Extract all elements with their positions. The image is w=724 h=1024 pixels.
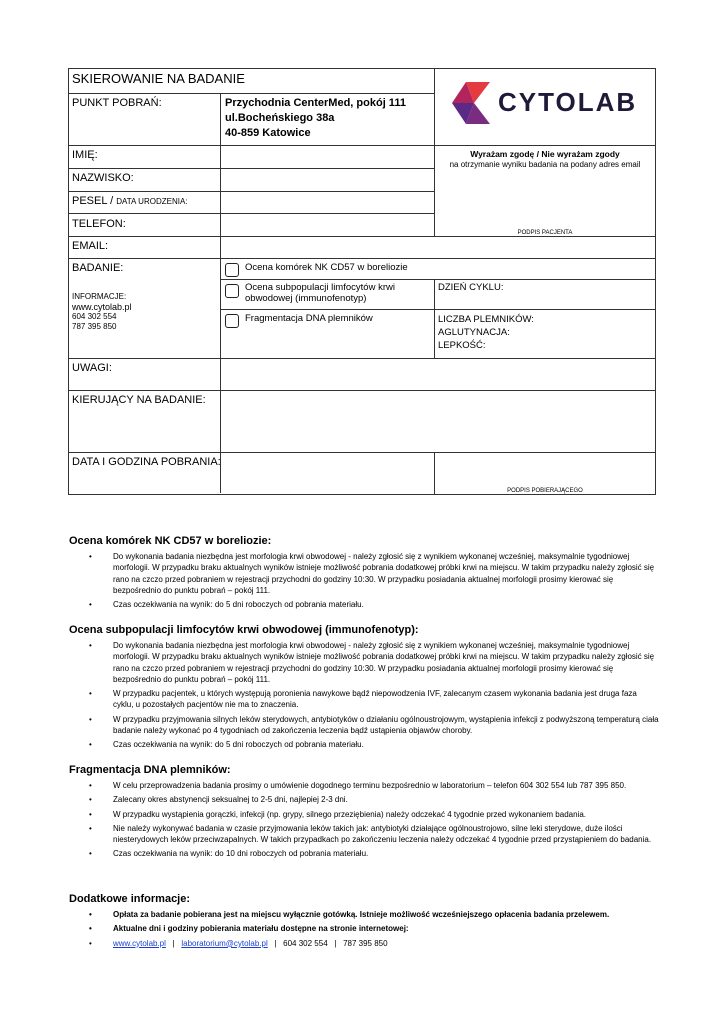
test-dna-checkbox[interactable] bbox=[225, 314, 239, 328]
referring-field[interactable] bbox=[221, 391, 655, 452]
pesel-label bbox=[72, 195, 188, 207]
list-item: • Opłata za badanie pobierana jest na miejscu wyłącznie gotówką. Istnieje możliwość wcześniejszego opłacenia badania przelewem. bbox=[69, 909, 659, 920]
info-phone-2: 787 395 850 bbox=[72, 322, 117, 331]
collection-point-label: PUNKT POBRAŃ: bbox=[72, 97, 162, 109]
viscosity-label: LEPKOŚĆ: bbox=[438, 340, 486, 351]
separator: | bbox=[334, 938, 337, 948]
notes-label: UWAGI: bbox=[72, 362, 112, 374]
first-name-field[interactable] bbox=[221, 146, 434, 168]
list-item: • Do wykonania badania niezbędna jest morfologia krwi obwodowej - należy zgłosić się z wynikiem wykonanej wcześniej, maksymalnie tygodniowej morfologii. W przypadku braku aktualnych wyników istnieje możliwość pobrania dodatkowej próbki krwi na miejscu. W takim przypadku należy zgłosić się rano na czczo przed pobraniem w rejestracji przychodni do godziny 10:30. W przypadku posiadania aktualnej morfologii prosimy kierować się bezpośrednio do punktu pobrań – pokój 111. bbox=[69, 551, 659, 596]
address-line-3: 40-859 Katowice bbox=[225, 127, 311, 139]
extra-section-list bbox=[69, 909, 659, 952]
nk-section-list bbox=[69, 551, 659, 613]
test-nk-label: Ocena komórek NK CD57 w boreliozie bbox=[245, 262, 408, 273]
collection-datetime-field[interactable] bbox=[221, 453, 434, 494]
patient-signature-label: PODPIS PACJENTA bbox=[517, 230, 573, 236]
test-lymphocyte-checkbox[interactable] bbox=[225, 284, 239, 298]
phone-label: TELEFON: bbox=[72, 218, 126, 230]
email-consent-choice[interactable]: Wyrażam zgodę / Nie wyrażam zgody bbox=[470, 149, 620, 159]
first-name-label: IMIĘ: bbox=[72, 149, 98, 161]
info-block bbox=[72, 292, 132, 332]
list-item: • Czas oczekiwania na wynik: do 5 dni roboczych od pobrania materiału. bbox=[69, 599, 659, 610]
collection-datetime-label: DATA I GODZINA POBRANIA: bbox=[72, 456, 221, 468]
list-item: • Do wykonania badania niezbędna jest morfologia krwi obwodowej - należy zgłosić się z wynikiem wykonanej wcześniej, maksymalnie tygodniowej morfologii. W przypadku braku aktualnych wyników istnieje możliwość pobrania dodatkowej próbki krwi na miejscu. W takim przypadku należy zgłosić się rano na czczo przed pobraniem w rejestracji przychodni do godziny 10:30. W przypadku posiadania aktualnej morfologii prosimy kierować się bezpośrednio do punktu pobrań – pokój 111. bbox=[69, 640, 659, 685]
email-field[interactable] bbox=[221, 237, 655, 258]
info-label: INFORMACJE: bbox=[72, 292, 127, 301]
extra-section-title: Dodatkowe informacje: bbox=[69, 893, 191, 905]
test-dna-label: Fragmentacja DNA plemników bbox=[245, 313, 373, 324]
info-phone-1: 604 302 554 bbox=[72, 312, 117, 321]
last-name-label: NAZWISKO: bbox=[72, 172, 134, 184]
list-item: • W przypadku wystąpienia gorączki, infekcji (np. grypy, silnego przeziębienia) należy odczekać 4 tygodnie przed wykonaniem badania. bbox=[69, 809, 659, 820]
list-item: • W celu przeprowadzenia badania prosimy o umówienie dogodnego terminu bezpośrednio w laboratorium – telefon 604 302 554 lub 787 395 850. bbox=[69, 780, 659, 791]
list-item: • Czas oczekiwania na wynik: do 5 dni roboczych od pobrania materiału. bbox=[69, 739, 659, 750]
address-line-1: Przychodnia CenterMed, pokój 111 bbox=[225, 97, 406, 109]
dna-section-title: Fragmentacja DNA plemników: bbox=[69, 764, 231, 776]
info-website: www.cytolab.pl bbox=[72, 302, 132, 312]
notes-field[interactable] bbox=[221, 359, 655, 390]
cycle-day-label: DZIEŃ CYKLU: bbox=[438, 282, 504, 293]
pesel-label-text: PESEL / bbox=[72, 195, 117, 207]
email-label: EMAIL: bbox=[72, 240, 109, 252]
list-item: • Czas oczekiwania na wynik: do 10 dni roboczych od pobrania materiału. bbox=[69, 848, 659, 859]
sperm-count-label: LICZBA PLEMNIKÓW: bbox=[438, 314, 534, 325]
address-line-2: ul.Bocheńskiego 38a bbox=[225, 112, 335, 124]
cytolab-logo-icon bbox=[452, 82, 490, 124]
separator: | bbox=[274, 938, 277, 948]
list-item: • Zalecany okres abstynencji seksualnej to 2-5 dni, najlepiej 2-3 dni. bbox=[69, 794, 659, 805]
test-lymphocyte-line-2: obwodowej (immunofenotyp) bbox=[245, 293, 367, 304]
referring-label: KIERUJĄCY NA BADANIE: bbox=[72, 394, 206, 406]
email-consent-description: na otrzymanie wyniku badania na podany adres email bbox=[449, 160, 641, 169]
list-item: • W przypadku pacjentek, u których występują poronienia nawykowe bądź niepowodzenia IVF, zalecanym czasem wykonania badania jest druga faza cyklu, u pozostałych pacjentów nie ma to znaczenia. bbox=[69, 688, 659, 711]
lymphocyte-section-title: Ocena subpopulacji limfocytów krwi obwodowej (immunofenotyp): bbox=[69, 624, 419, 636]
contact-list-item bbox=[69, 938, 659, 949]
cytolab-logo-text: CYTOLAB bbox=[498, 87, 638, 117]
phone-field[interactable] bbox=[221, 214, 434, 236]
test-label: BADANIE: bbox=[72, 262, 124, 274]
cytolab-logo bbox=[452, 82, 638, 126]
email-link[interactable]: laboratorium@cytolab.pl bbox=[181, 938, 268, 948]
list-item: • Aktualne dni i godziny pobierania materiału dostępne na stronie internetowej: bbox=[69, 923, 659, 934]
website-link[interactable]: www.cytolab.pl bbox=[113, 938, 166, 948]
test-lymphocyte-line-1: Ocena subpopulacji limfocytów krwi bbox=[245, 282, 395, 293]
test-lymphocyte-label bbox=[245, 282, 395, 304]
separator: | bbox=[172, 938, 175, 948]
contact-phone-1: 604 302 554 bbox=[283, 938, 328, 948]
form-title: SKIEROWANIE NA BADANIE bbox=[72, 71, 245, 86]
lymphocyte-section-list bbox=[69, 640, 659, 754]
sperm-params-block bbox=[438, 313, 534, 352]
pesel-field[interactable] bbox=[221, 192, 434, 213]
birth-date-label: DATA URODZENIA: bbox=[116, 197, 188, 206]
list-item: • Nie należy wykonywać badania w czasie przyjmowania leków takich jak: antybiotyki działające ogólnoustrojowo, silne leki sterydowe, duże ilości niesterydowych leków przeciwzapalnych. W takich przypadkach po zakończeniu leczenia należy odczekać 4 tygodnie przed przystąpieniem do badania. bbox=[69, 823, 659, 846]
collection-point-address bbox=[225, 96, 406, 141]
collector-signature-label: PODPIS POBIERAJĄCEGO bbox=[507, 488, 583, 494]
agglutination-label: AGLUTYNACJA: bbox=[438, 327, 510, 338]
nk-section-title: Ocena komórek NK CD57 w boreliozie: bbox=[69, 535, 272, 547]
test-nk-checkbox[interactable] bbox=[225, 263, 239, 277]
list-item: • W przypadku przyjmowania silnych leków sterydowych, antybiotyków o działaniu ogólnoustrojowym, wystąpienia infekcji z podwyższoną temperaturą ciała badanie należy wykonać po 4 tygodniach od zakończenia leczenia bądź ustąpienia objawów choroby. bbox=[69, 714, 659, 737]
last-name-field[interactable] bbox=[221, 169, 434, 191]
dna-section-list bbox=[69, 780, 659, 863]
contact-phone-2: 787 395 850 bbox=[343, 938, 388, 948]
